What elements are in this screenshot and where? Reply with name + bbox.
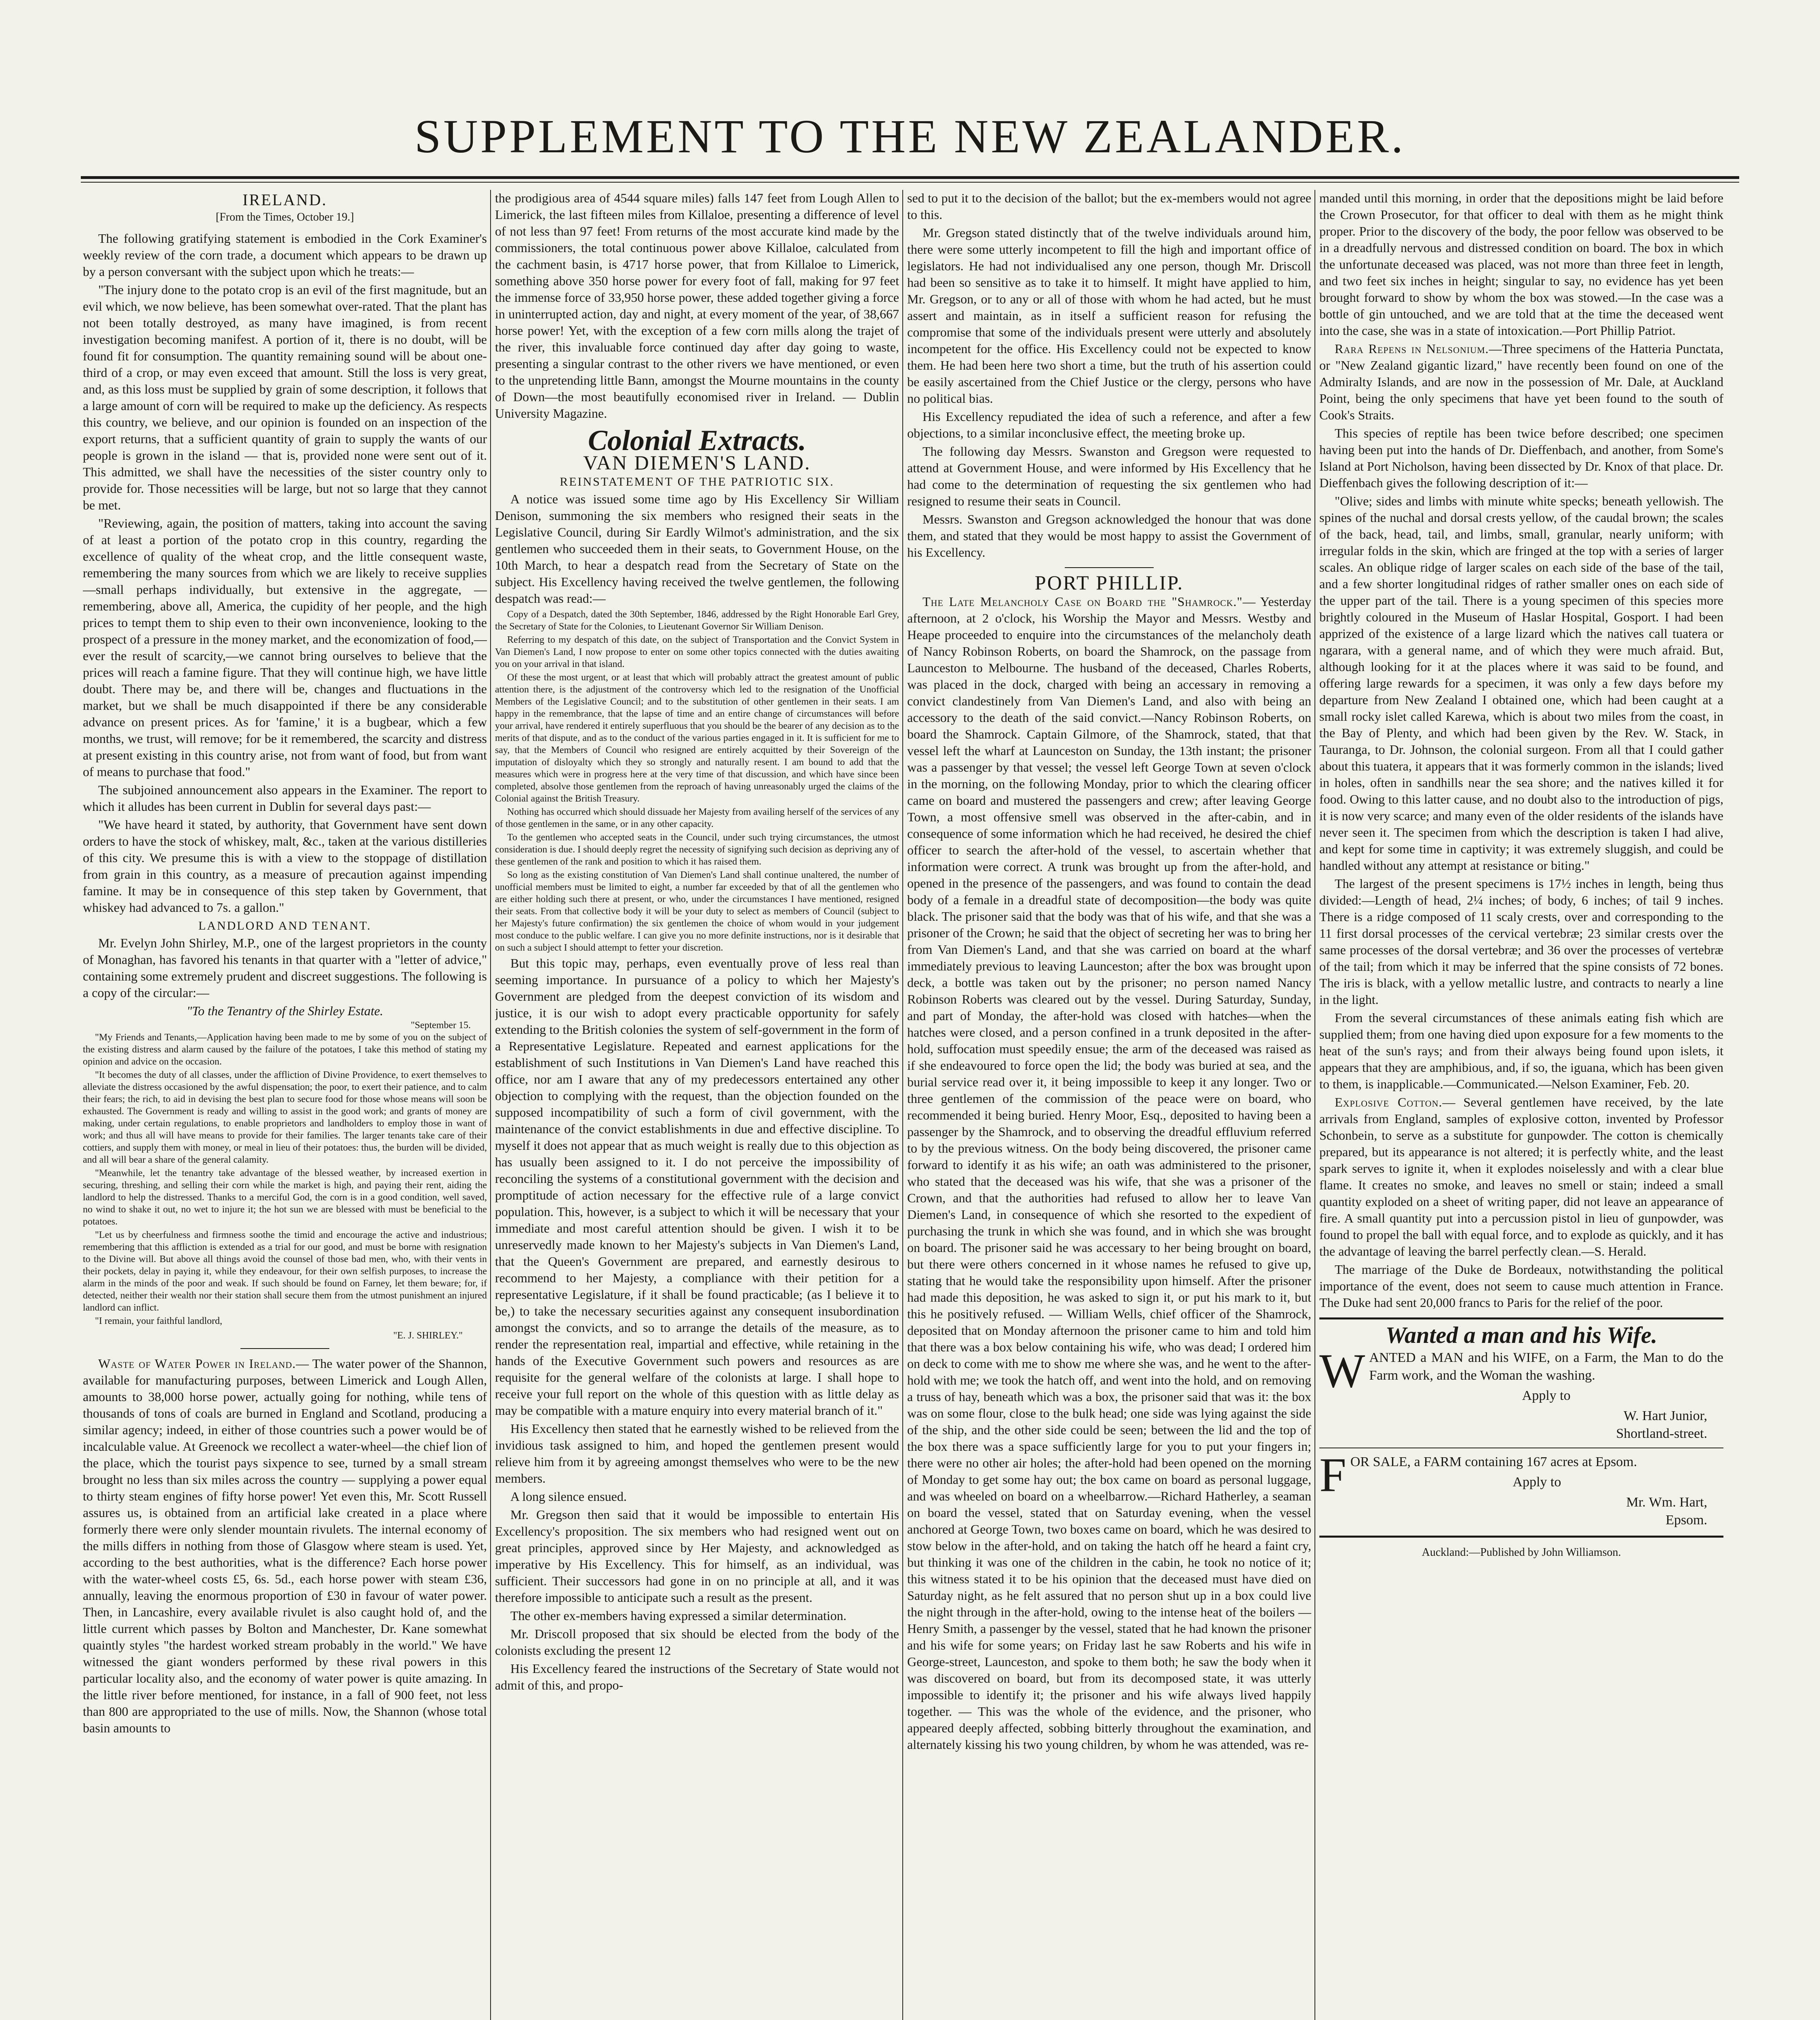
ireland-source: [From the Times, October 19.] xyxy=(215,211,354,223)
column-rule xyxy=(1314,190,1315,2020)
letter-date: "September 15. xyxy=(411,1020,471,1031)
despatch-paragraph: Referring to my despatch of this date, on the subject of Transportation and the Convict System in Van Diemen's Land, I now propose to enter on some other topics connected with the duties awaiting you on your arrival in that island. xyxy=(495,635,899,669)
drop-cap: W xyxy=(1319,1344,1365,1397)
despatch-paragraph: So long as the existing constitution of Van Diemen's Land shall continue unaltered, the number of unofficial members must be limited to eight, a number far exceeded by that of all the gentlemen who are either holding such there at present, or who, under the circumstances I have mentioned, resigned their seats. From that collective body it will be your duty to select as members of Council (subject to her Majesty's future confirmation) the six gentlemen the choice of whom would in your judgement most conduce to the public welfare. I can give you no more definite instructions, nor is it desirable that on such a subject I should attempt to fetter your discretion. xyxy=(495,870,899,953)
vdl-paragraph: Mr. Gregson then said that it would be impossible to entertain His Excellency's proposition. The six members who had resigned went out on great principles, approved since by Her Majesty, and acknowledged as imperative by His Excellency. This for himself, as an individual, was sufficient. Their successors had gone in on no principle at all, and it was therefore impossible to anticipate such a result as the present. xyxy=(495,1507,899,1605)
column-4 xyxy=(1319,190,1723,2020)
ireland-paragraph: "Reviewing, again, the position of matters, taking into account the saving of at least a portion of the potato crop in this country, regarding the excellence of quality of the wheat crop, and the little consequent waste, remembering the many sources from which we are likely to receive supplies—small perhaps individually, but extensive in the aggregate, — remembering, above all, America, the cupidity of her people, and the high prices to tempt them to ship even to their own inconvenience, looking to the prospect of a pressure in the money market, and the economization of food,—ever the result of scarcity,—we cannot bring ourselves to believe that the prices will reach a famine figure. That they will continue high, we have little doubt. There may be, and there will be, changes and fluctuations in the market, but we shall be much disappointed if there be any considerable advance on present prices. As for 'famine,' it is a bugbear, which a few months, we trust, will remove; for be it remembered, the scarcity and distress at present existing in this country arise, not from want of food, but from want of means to purchase that food." xyxy=(83,516,487,779)
vdl-paragraph: His Excellency then stated that he earnestly wished to be relieved from the invidious task assigned to him, and hoped the gentlemen present would relieve him from it by agreeing amongst themselves who were to be the new members. xyxy=(495,1421,899,1486)
shamrock-lead: The Late Melancholy Case on Board the "Shamrock." xyxy=(923,594,1243,609)
despatch-intro: Copy of a Despatch, dated the 30th September, 1846, addressed by the Right Honorable Earl Grey, the Secretary of State for the Colonies, to Lieutenant Governor Sir William Denison. xyxy=(495,609,899,632)
vdl-paragraph: A long silence ensued. xyxy=(510,1489,627,1504)
ad-address: Epsom. xyxy=(1666,1513,1707,1528)
vdl-paragraph: The following day Messrs. Swanston and Gregson were requested to attend at Government House, and were informed by His Excellency that he had come to the determination of requesting the six gentlemen who had resigned to resume their seats in Council. xyxy=(907,444,1311,508)
ireland-paragraph: The following gratifying statement is embodied in the Cork Examiner's weekly review of the corn trade, a document which appears to be drawn up by a person conversant with the subject upon which he treats:— xyxy=(83,231,487,279)
vdl-paragraph: But this topic may, perhaps, even eventually prove of less real than seeming importance. In pursuance of a policy to which her Majesty's Government are pledged from the deepest conviction of its wisdom and justice, it is our wish to adopt every practicable opportunity for safely extending to the British colonies the system of self-government in the form of a Representative Legislature. Repeated and earnest applications for the establishment of such Institutions in Van Diemen's Land have reached this office, nor am I aware that any of my predecessors entertained any other objection to complying with the request, than the objection founded on the supposed incompatibility of such a form of civil government, with the maintenance of the convict establishments in due and effective discipline. To myself it does not appear that as much weight is really due to this objection as has usually been assigned to it. I do not perceive the impossibility of reconciling the systems of a constitutional government with the decision and promptitude of action necessary for the effective rule of a large convict population. This, however, is a subject to which it will be necessary that your immediate and most careful attention should be given. I wish it to be unreservedly made known to her Majesty's subjects in Van Diemen's Land, that the Queen's Government are prepared, and earnestly desirous to recommend to her Majesty, a compliance with their petition for a representative Legislature, if it shall be found practicable; (as I believe it to be,) to take the necessary securities against any consequent insubordination amongst the convicts, and so to arrange the details of the measure, as to render the representation real, impartial and effective, while retaining in the hands of the Executive Government such powers and resources as are requisite for the general welfare of the colonists at large. I shall hope to receive your full report on the whole of this question with as little delay as may be compatible with a mature enquiry into every material branch of it." xyxy=(495,956,899,1418)
letter-paragraph: "Meanwhile, let the tenantry take advantage of the blessed weather, by increased exertion in securing, threshing, and selling their corn while the market is high, and paying their rent, aiding the landlord to help the distressed. Thanks to a merciful God, the corn is in a good condition, well saved, no wind to shake it out, no wet to injure it; the hot sun we are blessed with must be beneficial to the potatoes. xyxy=(83,1168,487,1227)
cotton-text: — Several gentlemen have received, by the late arrivals from England, samples of explosive cotton, invented by Professor Schonbein, to serve as a substitute for gunpowder. The cotton is chemically prepared, but its appearance is not altered; it is perfectly white, and the least spark serves to ignite it, when it explodes noiselessly and with a clear blue flame. It creates no smoke, and leaves no smell or stain; indeed a small quantity exploded on a sheet of writing paper, did not leave an appearance of fire. A small quantity put into a percussion pistol in lieu of gunpowder, was found to propel the ball with equal force, and to explode as quickly, and it has the advantage of leaving the barrel perfectly clean.—S. Herald. xyxy=(1319,1095,1723,1258)
despatch-paragraph: Nothing has occurred which should dissuade her Majesty from availing herself of the services of any of those gentlemen in the same, or in any other capacity. xyxy=(495,807,899,829)
column-rule xyxy=(902,190,903,2020)
letter-title: "To the Tenantry of the Shirley Estate. xyxy=(186,1004,383,1018)
drop-cap: F xyxy=(1319,1448,1346,1502)
ad-address: Shortland-street. xyxy=(1616,1426,1707,1441)
letter-paragraph: "My Friends and Tenants,—Application having been made to me by some of you on the subject of the existing distress and alarm caused by the failure of the potatoes, I take this method of stating my opinion and advice on the occasion. xyxy=(83,1032,487,1067)
wanted-ad xyxy=(1319,1344,1723,1443)
despatch-paragraph: To the gentlemen who accepted seats in the Council, under such trying circumstances, the utmost consideration is due. I should deeply regret the necessity of signifying such decision as depriving any of these gentlemen of the rank and position to which it has raised them. xyxy=(495,832,899,867)
shamrock-continued: manded until this morning, in order that the depositions might be laid before the Crown Prosecutor, for that officer to deal with them as he might think proper. Prior to the discovery of the body, the poor fellow was observed to be in a dreadfully nervous and distressed condition on board. The box in which the unfortunate deceased was placed, was not more than three feet in length, and two feet six inches in height; singular to say, no evidence has yet been brought forward to show by whom the box was stowed.—In the case was a bottle of gin untouched, and we are told that at the time the deceased went into the case, she was in a state of intoxication.—Port Phillip Patriot. xyxy=(1319,191,1723,338)
farm-sale-ad xyxy=(1319,1448,1723,1529)
section-divider xyxy=(240,1348,329,1349)
rara-paragraph: "Olive; sides and limbs with minute white specks; beneath yellowish. The spines of the nuchal and dorsal crests yellow, of the caudal brown; the scales of the back, head, tail, and limbs, small, granular, nearly uniform; with irregular folds in the skin, which are fringed at the top with a series of larger scales. An oblique ridge of larger scales on each side of the base of the tail, and a few shorter longitudinal ridges of rather smaller ones on each side of the upper part of the tail. There is a young specimen of this species more brightly coloured in the Museum of Haslar Hospital, Gosport. I had been apprized of the existence of a large lizard which the natives call tuatera or ngarara, with a general name, and of which they were much afraid. But, although looking for it at the places where it was said to be found, and offering large rewards for a specimen, it was only a few days before my departure from New Zealand I obtained one, which had been caught at a small rocky islet called Karewa, which is about two miles from the coast, in the Bay of Plenty, and which had been given by the Rev. W. Stack, in Tauranga, to Dr. Johnson, the colonial surgeon. From all that I could gather about this tuatera, it appears that it was formerly common in the islands; lived in holes, often in sandhills near the sea shore; and the natives killed it for food. Owing to this latter cause, and no doubt also to the introduction of pigs, it is now very scarce; and many even of the older residents of the islands have never seen it. The specimen from which the description is taken I had alive, and kept for some time in captivity; it was extremely sluggish, and could be handled without any attempt at resistance or biting." xyxy=(1319,494,1723,873)
letter-signature: "E. J. SHIRLEY." xyxy=(393,1330,463,1341)
vdl-subheading: REINSTATEMENT OF THE PATRIOTIC SIX. xyxy=(560,475,834,488)
letter-paragraph: "I remain, your faithful landlord, xyxy=(95,1316,223,1326)
vdl-heading: VAN DIEMEN'S LAND. xyxy=(583,451,811,474)
shamrock-text: — Yesterday afternoon, at 2 o'clock, his Worship the Mayor and Messrs. Westby and Heape proceeded to enquire into the circumstances of the melancholy death of Nancy Robinson Roberts, on board the Shamrock, on the passage from Launceston to Melbourne. The husband of the deceased, Charles Roberts, was placed in the dock, charged with being an accessary in removing a convict clandestinely from Van Diemen's Land, and also with being an accessory to the death of the said convict.—Nancy Robinson Roberts, on board the Shamrock. Captain Gilmore, of the Shamrock, stated, that that vessel left the wharf at Launceston on Sunday, the 13th instant; the prisoner was a passenger by that vessel; the vessel left George Town at seven o'clock in the morning, on the following Monday, prior to which the clearing officer came on board and mustered the passengers and crew; after leaving George Town, a most offensive smell was observed in the after-cabin, and in consequence of some information which he had received, he desired the chief officer to search the after-hold of the vessel, to ascertain whether that information were correct. A trunk was brought up from the after-hold, and opened in the presence of the passengers, and was found to contain the dead body of a female in a dreadful state of decomposition—the body was quite black. The prisoner said that the body was that of his wife, and that she was a prisoner of the Crown; he said that the object of secreting her was to bring her from Van Diemen's Land, and that she was carried on board at the wharf immediately previous to leaving Launceston; after the box was brought upon deck, a bottle was taken out by the prisoner; no person named Nancy Robinson Roberts was cleared out by the vessel. During Saturday, Sunday, and part of Monday, the after-hold was closed with hatches—when the hatches were closed, and a person confined in a trunk deposited in the after-hold, suffocation must speedily ensue; the arm of the deceased was raised as if she endeavoured to force open the lid; the body was buried at sea, and the burial service read over it, it being impossible to keep it any longer. Two or three gentlemen of the commission of the peace were on board, who recommended it being buried. Henry Moor, Esq., deposited to having been a passenger by the Shamrock, and to observing the dreadful effluvium referred to by the previous witness. On the body being discovered, the prisoner came forward to identify it as his wife; an oath was administered to the prisoner, who stated that the deceased was his wife, that she was a prisoner of the Crown, and that the authorities had refused to allow her to leave Van Diemen's Land, in consequence of which she resorted to the expedient of purchasing the trunk in which she was found, and in which she was brought on board. The prisoner said he was accessary to her being brought on board, but there were others concerned in it whose names he refused to give up, stating that he would take the responsibility upon himself. After the prisoner had made this deposition, he was asked to sign it, or put his mark to it, but this he positively refused. — William Wells, chief officer of the Shamrock, deposited that on Monday afternoon the prisoner came to him and told him that there was a box below containing his wife, who was dead; I ordered him on deck to come with me to show me where she was, and he went to the after-hold with me; we took the hatch off, and went into the hold, and on removing a truss of hay, beneath which was a box, the prisoner said that was it: the box was on some flour, close to the bulk head; one side was lying against the side of the ship, and the other side could be seen; between the lid and the top of the box there was a space sufficiently large for you to put your fingers in; there were no other air holes; the after-hold had been opened on the morning of Monday to get some hay out; the box came on board as personal luggage, and was wheeled on board on a wheelbarrow.—Richard Hatherley, a seaman on board the vessel, stated that on Saturday evening, when the vessel anchored at George Town, two boxes came on board, which he was desired to stow below in the after-hold, and on taking the hatch off he heard a faint cry, but thinking it was one of the children in the cabin, he took no notice of it; this witness stated it to be his opinion that the deceased must have died on Saturday night, as he felt assured that no person shut up in a box could live the night through in the after-hold, owing to the intense heat of the boilers —Henry Smith, a passenger by the vessel, stated that he had known the prisoner and his wife for some years; on Friday last he saw Roberts and his wife in George-street, Launceston, and spoke to them both; he saw the body when it was discovered on board, but from its decomposed state, it was utterly impossible to identify it; the prisoner and his wife always lived happily together. — This was the whole of the evidence, and the prisoner, who appeared deeply affected, sobbing bitterly throughout the examination, and alternately kissing his two young children, by whom he was attended, was re- xyxy=(907,594,1311,1752)
rara-lead: Rara Repens in Nelsonium. xyxy=(1335,341,1489,356)
farm-sale-text: OR SALE, a FARM containing 167 acres at Epsom. xyxy=(1350,1454,1637,1469)
vdl-paragraph: Mr. Driscoll proposed that six should be elected from the body of the colonists excluding the present 12 xyxy=(495,1627,899,1658)
masthead-rule-thin xyxy=(81,182,1739,183)
rara-paragraph: From the several circumstances of these animals eating fish which are supplied them; from one having died upon exposure for a few moments to the heat of the sun's rays; and from their always being found upon islets, it appears that they are amphibious, and, if so, the iguana, which has been given to them, is inapplicable.—Communicated.—Nelson Examiner, Feb. 20. xyxy=(1319,1010,1723,1091)
ireland-heading: IRELAND. xyxy=(242,191,327,209)
column-1 xyxy=(83,190,487,2020)
ireland-paragraph: "The injury done to the potato crop is an evil of the first magnitude, but an evil which, we now believe, has been somewhat over-rated. That the plant has not been totally destroyed, as many have imagined, is from recent investigation becoming manifest. A portion of it, there is no doubt, will be found fit for consumption. The quantity remaining sound will be about one-third of a crop, or may even exceed that amount. Still the loss is very great, and, as this loss must be supplied by grain of some description, it follows that a large amount of corn will be required to make up the deficiency. As respects this country, we believe, and our opinion is founded on an inspection of the export returns, that a sufficient quantity of grain to supply the wants of our people is grown in the island — that is, provided none were sent out of it. This admitted, we shall have the necessities of the sister country only to provide for. Those necessities will be large, but not so large that they cannot be met. xyxy=(83,282,487,512)
ad-apply: Apply to xyxy=(1512,1475,1561,1490)
masthead-rule xyxy=(81,176,1739,179)
vdl-paragraph: Mr. Gregson stated distinctly that of the twelve individuals around him, there were some utterly incompetent to fill the high and important office of legislators. He had not individualised any one person, though Mr. Driscoll had been so sensitive as to take it to himself. It might have applied to him, Mr. Gregson, or to any or all of those with whom he had acted, but he must assert and maintain, as in itself a sufficient reason for refusing the compromise that some of the individuals present were utterly and absolutely incompetent for the office. His Excellency could not be expected to know them. He had been here two short a time, but the truth of his assertion could be easily ascertained from the Chief Justice or the clergy, persons who have no political bias. xyxy=(907,225,1311,406)
ad-divider xyxy=(1319,1317,1723,1319)
waste-text: — The water power of the Shannon, available for manufacturing purposes, between Limerick and Lough Allen, amounts to 38,000 horse power, actually going for nothing, while tens of thousands of tons of coals are burned in England and Scotland, producing a similar agency; indeed, in either of those countries such a power would be of incalculable value. At Greenock we recollect a water-wheel—the chief lion of the place, which the tourist pays sixpence to see, turned by a small stream brought no less than six miles across the country — supplying a power equal to thirty steam engines of fifty horse power! Yet even this, Mr. Scott Russell assures us, is obtained from an artificial lake created in a place where formerly there were only slender mountain rivulets. The internal economy of the mills differs in nothing from those of Glasgow where steam is used. Yet, according to the best authorities, what is the difference? Each horse power with the water-wheel costs £5, 6s. 5d., each horse power with steam £36, annually, leaving the enormous proportion of £30 in favour of water power. Then, in Lancashire, every available rivulet is also caught hold of, and the little current which passes by Bolton and Manchester, Dr. Kane somewhat quaintly styles "the hardest worked stream probably in the world." We have witnessed the giant wonders performed by these rival powers in this particular locality also, and the economy of water power is quite amazing. In the little river before mentioned, for instance, in a fall of 900 feet, not less than 800 are appropriated to the use of mills. Now, the Shannon (whose total basin amounts to xyxy=(83,1356,487,1735)
vdl-paragraph: The other ex-members having expressed a similar determination. xyxy=(510,1608,847,1623)
rara-paragraph: This species of reptile has been twice before described; one specimen having been put into the hands of Dr. Dieffenbach, and another, from Some's Island at Port Nicholson, having been dissected by Dr. Knox of that place. Dr. Dieffenbach gives the following description of it:— xyxy=(1319,426,1723,490)
rara-paragraph: The largest of the present specimens is 17½ inches in length, being thus divided:—Length of head, 2¼ inches; of body, 6 inches; of tail 9 inches. There is a ridge composed of 11 scaly crests, over and corresponding to the 11 first dorsal processes of the cervical vertebræ; 23 similar crests over the same processes of the dorsal vertebræ; and 36 over the processes of vertebræ of the tail; from which it may be inferred that the spine consists of 72 bones. The iris is black, with a yellow metallic lustre, and contracts to nearly a line in the light. xyxy=(1319,876,1723,1007)
vdl-paragraph: His Excellency feared the instructions of the Secretary of State would not admit of this, and propo- xyxy=(495,1661,899,1692)
section-divider xyxy=(1065,567,1154,568)
column-rule xyxy=(490,190,491,2020)
water-continued: the prodigious area of 4544 square miles) falls 147 feet from Lough Allen to Limerick, the last fifteen miles from Killaloe, presenting a difference of level of not less than 97 feet! From returns of the most accurate kind made by the commissioners, the total continuous power above Killaloe, calculated from the cachment basin, is 4717 horse power, that from Killaloe to Limerick, something above 350 horse power for every foot of fall, making for 97 feet the immense force of 33,950 horse power, these added together giving a force in uninterrupted action, day and night, at every moment of the year, of 38,667 horse power! Yet, with the exception of a few corn mills along the trajet of the river, this invaluable force continued day after day going to waste, presenting a singular contrast to the other rivers we have mentioned, or even to the unpretending little Bann, amongst the Mourne mountains in the county of Down—the most beautifully economised river in Ireland. — Dublin University Magazine. xyxy=(495,191,899,421)
despatch-paragraph: Of these the most urgent, or at least that which will probably attract the greatest amount of public attention there, is the adjustment of the controversy which led to the resignation of the Unofficial Members of the Legislative Council; and to the substitution of other gentlemen in their seats. I am happy in the remembrance, that the lapse of time and an entire change of circumstances will before your arrival, have rendered it entirely superfluous that you should be the bearer of any decision as to the merits of that dispute, and as to the conduct of the various parties engaged in it. It is sufficient for me to say, that the Members of Council who resigned are entirely acquitted by their Sovereign of the imputation of disloyalty which they so strongly and naturally resent. I am bound to add that the measures which were in progress here at the very time of that discussion, and which have since been completed, absolve those gentlemen from the reproach of having unreasonably urged the claims of the Colonial against the British Treasury. xyxy=(495,672,899,804)
cotton-lead: Explosive Cotton. xyxy=(1335,1095,1443,1109)
ireland-paragraph: "We have heard it stated, by authority, that Government have sent down orders to have the stock of whiskey, malt, &c., taken at the various distilleries of this city. We presume this is with a view to the stoppage of distillation from grain in this country, as a measure of precaution against impending famine. It may be in consequence of this step taken by Government, that whiskey had advanced to 7s. a gallon." xyxy=(83,817,487,915)
publisher-footer: Auckland:—Published by John Williamson. xyxy=(1422,1546,1621,1559)
wanted-ad-heading: Wanted a man and his Wife. xyxy=(1385,1322,1658,1348)
wanted-ad-text: ANTED a MAN and his WIFE, on a Farm, the Man to do the Farm work, and the Woman the washing. xyxy=(1369,1350,1723,1383)
column-3 xyxy=(907,190,1311,2020)
rara-text: —Three specimens of the Hatteria Punctata, or "New Zealand gigantic lizard," have recently been found on one of the Admiralty Islands, and are now in the possession of Mr. Dale, at Auckland Point, being the only specimens that have yet been found to the south of Cook's Straits. xyxy=(1319,341,1723,422)
column-2 xyxy=(495,190,899,2020)
ad-name: Mr. Wm. Hart, xyxy=(1626,1495,1707,1510)
ireland-paragraph: The subjoined announcement also appears in the Examiner. The report to which it alludes has been current in Dublin for several days past:— xyxy=(83,783,487,814)
vdl-paragraph: Messrs. Swanston and Gregson acknowledged the honour that was done them, and stated that they would be most happy to assist the Government of his Excellency. xyxy=(907,512,1311,560)
vdl-paragraph: His Excellency repudiated the idea of such a reference, and after a few objections, to a similar inconclusive effect, the meeting broke up. xyxy=(907,409,1311,440)
ad-apply: Apply to xyxy=(1522,1388,1571,1403)
colonial-extracts-title: Colonial Extracts. xyxy=(588,424,807,457)
duke-paragraph: The marriage of the Duke de Bordeaux, notwithstanding the political importance of the event, does not seem to cause much attention in France. The Duke had sent 20,000 francs to Paris for the relief of the poor. xyxy=(1319,1262,1723,1310)
masthead-title: SUPPLEMENT TO THE NEW ZEALANDER. xyxy=(414,110,1406,163)
vdl-paragraph: A notice was issued some time ago by His Excellency Sir William Denison, summoning the six members who resigned their seats in the Legislative Council, during Sir Eardly Wilmot's administration, and the six gentlemen who succeeded them in their seats, to Government House, on the 10th March, to hear a despatch read from the Secretary of State on the subject. His Excellency having received the twelve gentlemen, the following despatch was read:— xyxy=(495,492,899,606)
ad-name: W. Hart Junior, xyxy=(1623,1408,1707,1423)
landlord-heading: LANDLORD AND TENANT. xyxy=(198,919,372,932)
waste-lead: Waste of Water Power in Ireland. xyxy=(98,1356,296,1371)
vdl-continued: sed to put it to the decision of the ballot; but the ex-members would not agree to this. xyxy=(907,191,1311,222)
letter-paragraph: "It becomes the duty of all classes, under the affliction of Divine Providence, to exert themselves to alleviate the distress occasioned by the awful dispensation; the poor, to exert their patience, and to calm their fears; the rich, to aid in devising the best plan to secure food for those whose means will soon be exhausted. The Government is ready and willing to assist in the good work; and grants of money are making, under certain regulations, to enable proprietors and landholders to employ those in want of work; and thus all will have means to provide for their families. The larger tenants take care of their cottiers, and supply them with money, or meal in lieu of their potatoes: thus, the burden will be divided, and all will bear a share of the general calamity. xyxy=(83,1070,487,1165)
letter-paragraph: "Let us by cheerfulness and firmness soothe the timid and encourage the active and industrious; remembering that this affliction is extended as a trial for our good, and must be borne with resignation to the Divine will. But above all things avoid the counsel of those bad men, who, with their vents in their pockets, delay in paying it, while they endeavour, for their own selfish purposes, to increase the alarm in the minds of the poor and weak. If such should be found on Farney, let them beware; for, if detected, neither their wealth nor their station shall secure them from the utmost punishment an injured landlord can inflict. xyxy=(83,1230,487,1313)
landlord-intro: Mr. Evelyn John Shirley, M.P., one of the largest proprietors in the county of Monaghan, has favored his tenants in that quarter with a "letter of advice," containing some extremely prudent and discreet suggestions. The following is a copy of the circular:— xyxy=(83,936,487,1000)
port-phillip-heading: PORT PHILLIP. xyxy=(1034,571,1184,594)
footer-rule xyxy=(1319,1536,1723,1538)
